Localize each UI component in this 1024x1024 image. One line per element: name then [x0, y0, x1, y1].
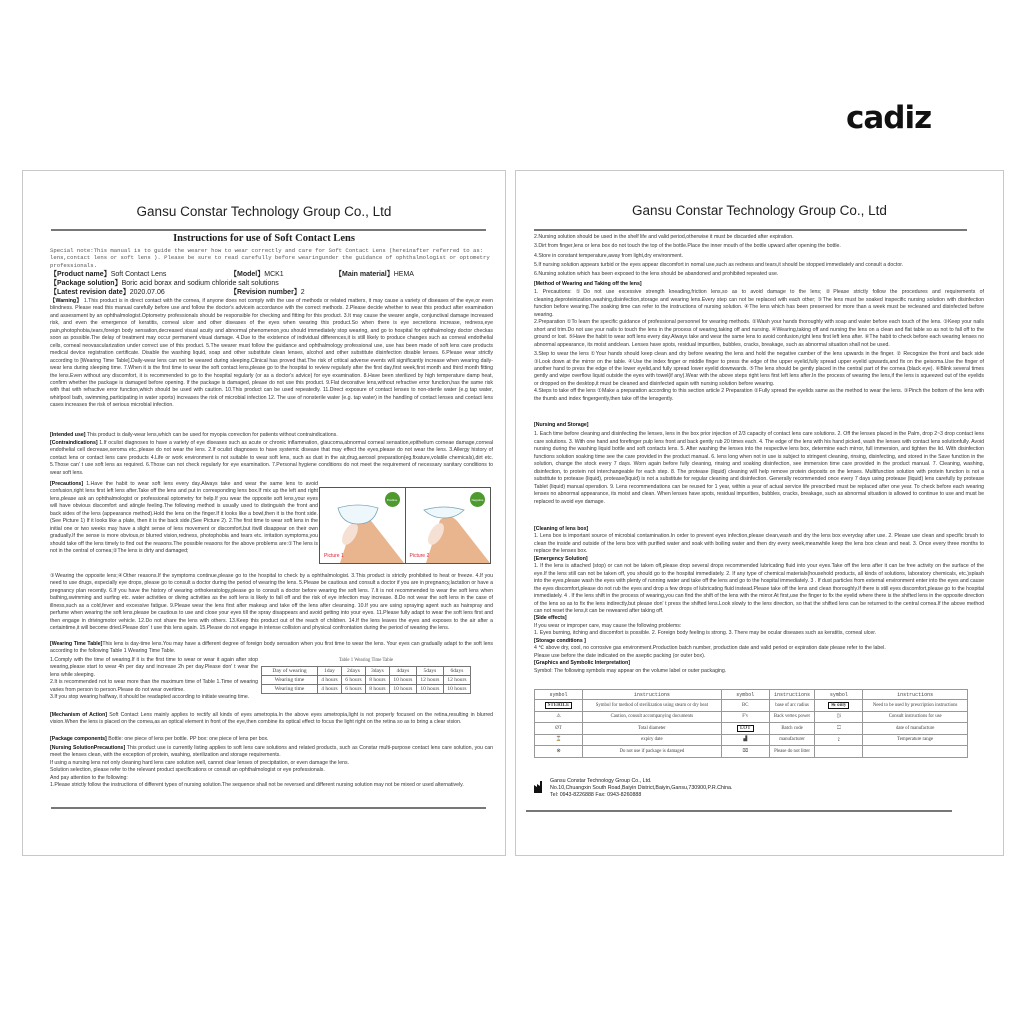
symbol-header: symbol	[815, 690, 863, 700]
table-caption: Table 1 Wearing Time Table	[338, 658, 394, 663]
section-text: This lens is day-time lens.You may have a different degree of foreign body sensation when you first time to wear the lens. Your eyes can gradually adapt to the soft lens according to the following Table 1 Wearing Time Table.	[50, 641, 493, 655]
wearing-time-table	[261, 658, 471, 694]
table-row	[535, 734, 968, 746]
section-text: 1.If oculist diagnoses to have a variety of eye diseases such as acute or chronic inflammation, glaucoma,abnormal corneal sensation,epithelium corneae damage,corneal endothelial cell decrease,xeroma etc.,please do not wear the lens. 2.If oculist diagnoses to have systemic disease that may effect the eyes,please do not wear the lens. 3.Allergy history of contact lens or contact lens care products 4.Life or work environment is not suitable to wear soft lens, such as dust in the air,drug,aerosol preparation(eg.fixature,volatile chemicals),dirt etc. 5.Those can' t use soft lens as required. 6.Those can not check regularly for eye examination. 7.Personal hygiene conditions do not meet the requirement of necessary sanitary conditions to wear soft lens.	[50, 440, 493, 476]
section-text: 2.Preparation ①To learn the specific guidance of professional personnel for wearing methods. ②Wash your hands thoroughly with soap and water before each touch of the lens. ③Keep your nails short and trim.Do not use your nails to touch the lens in the process of wearing,taking off and nursing. ④Wearing,taking off and nursing the lens on a clean and flat table so as not to fall off to the ground or lost. ⑤Have the habit to wear soft lens every day.Always take and wear the same lens to avoid confusion,right lens first left lens after. ⑥The habit to check before each wearing lenses no abnormal appearance, its moist andclean. Lenses have spots, residual impurities, bubbles, cracks, breakage, such as abnormal situation shall not be used.	[534, 319, 984, 348]
section-text: 3.Step to wear the lens ①Your hands should keep clean and dry before wearing the lens and hold the negative camber of the lens upwards in the finger. ② Recognize the front and back side ③Look down at the mirror on the table. ④Use the index finger or middle finger to press the edge of the upper eyelid,fully spread upper eyelid upwards,and fix on the geisoma.Use the finger of another hand to press the edge of the lower eyelid,and fully spread lower eyelid downwards. ⑤The lens should be gently placed in the central part of the cornea (black eye). ⑥Blink several times gently and wipe overflow liquid outside the eyes with towel(if any).Wear with the above steps right lens first left lens after.In the process of wearing the lens,if the lens is squeezed out of the eyelids or dropped on the desktop,it must be cleaned and disinfected again with nursing solution before wearing.	[534, 351, 984, 387]
day-header: 4days	[389, 667, 416, 676]
nursing-solution-section	[50, 745, 493, 790]
section-label: [Contraindications]	[50, 440, 98, 446]
row-label: Wearing time	[262, 685, 318, 694]
wear-table	[261, 666, 471, 694]
symbol-cell	[721, 734, 769, 746]
instruction-cell: date of manufacture	[863, 723, 968, 735]
section-text: Bottle: one piece of lens per bottle. PP box: one piece of lens per box.	[108, 736, 269, 742]
divider	[51, 807, 486, 809]
model: MCK1	[264, 271, 284, 278]
wearing-hours-cell: 4 hours	[318, 685, 342, 694]
symbol-cell	[535, 734, 583, 746]
list-item: 3.Dirt from finger,lens or lens box do not touch the top of the bottle.Place the inner mouth of the bottle upward after opening the bottle.	[534, 243, 841, 250]
label: 【Product name】	[50, 271, 111, 278]
section-label: [Package components]	[50, 736, 107, 742]
expiry-date-icon: ⌛	[555, 737, 562, 743]
wearing-time-points	[50, 657, 258, 702]
special-note: Special note:This manual is to guide the wearer how to wear correctly and care for Soft Contact Lens (hereinafter referred to as: lens,contact lens or soft lens ). Please be sure to read carefully before wearingunder the guidance of ophthalmologist or optometry professionals.	[50, 247, 490, 269]
wearing-hours-cell: 10 hours	[443, 685, 470, 694]
table-row	[535, 723, 968, 735]
section-text: Solution selection, please refer to the relevant product specifications or consult an ophthalmologist or eye professionals.	[50, 767, 325, 774]
section-text: If using a nursing lens not only cleaning hard lens care solution well, cannot clear lenses of precipitation, or even damage the lens.	[50, 759, 350, 766]
day-header: 2days	[341, 667, 365, 676]
instruction-cell: Caution, consult accompanying documents	[583, 711, 722, 723]
instruction-cell: expiry date	[583, 734, 722, 746]
wearing-hours-cell: 4 hours	[318, 676, 342, 685]
label: 【Model】	[230, 271, 265, 278]
symbol-cell	[815, 746, 863, 758]
section-text: Please use before the date indicated on the aseptic packing (or outer box).	[534, 652, 706, 659]
wearing-hours-cell: 10 hours	[389, 685, 416, 694]
instruction-cell: Need to be used by prescription instructions	[863, 700, 968, 712]
instruction-cell: Do not use if package is damaged	[583, 746, 722, 758]
section-text: 1.Please strictly follow the instructions of different types of nursing solution.The sequence shall not be reversed and different nursing solution may not be mixed or used alternatively.	[50, 782, 464, 789]
table-row	[535, 711, 968, 723]
table-row	[535, 700, 968, 712]
divider	[51, 229, 486, 231]
section-label: [Nursing and Storage]	[534, 422, 589, 428]
section-text: If you wear or improper care, may cause the following problems:	[534, 622, 682, 629]
revision-date: 2020.07.06	[129, 289, 165, 296]
wearing-hours-cell: 12 hours	[416, 676, 443, 685]
section-text: And pay attention to the following:	[50, 774, 128, 781]
symbol-cell	[721, 711, 769, 723]
section-label: [Wearing Time Table]	[50, 641, 103, 647]
section-label: [Cleaning of lens box]	[534, 526, 589, 532]
date-of-manufacture-icon: ⏍	[837, 726, 841, 732]
section-text: Symbol: The following symbols may appear on the volume label or outer packaging.	[534, 667, 727, 674]
product-name: Soft Contact Lens	[110, 271, 167, 278]
symbol-cell	[815, 723, 863, 735]
row-label: Wearing time	[262, 676, 318, 685]
section-label: [Graphics and Symbolic Interpretation]	[534, 660, 630, 667]
wearing-hours-cell: 6 hours	[341, 685, 365, 694]
no-litter-icon: ⌧	[742, 748, 749, 754]
section-text: 4 ℃ above dry, cool, no corrosive gas environment.Production batch number, production date and valid period or expiration date please refer to the label.	[534, 645, 886, 652]
label: 【Revision number】	[230, 289, 301, 296]
picture-1-label: Picture 1	[324, 553, 344, 559]
precautions-section	[50, 481, 318, 556]
instructions-header: instructions	[769, 690, 815, 700]
wearing-point: 3.If you stop wearing halfway, it should be readapted according to initiate wearing time.	[50, 694, 250, 701]
table-header-row	[535, 690, 968, 700]
divider	[534, 229, 967, 231]
table-row	[262, 676, 471, 685]
manufacturer-icon	[534, 781, 546, 793]
instruction-page-right	[515, 170, 1004, 856]
section-label: [Method of Wearing and Taking off the lens]	[534, 281, 642, 287]
wearing-hours-cell: 12 hours	[443, 676, 470, 685]
rx-only-icon: ℞ only	[828, 702, 849, 709]
wearing-point: 1.Comply with the time of wearing.If it is the first time to wear or wear it again after stop wearing,please start to wear 4h per day and increase 2h per day.Please don' t wear the lens while sleeping.	[50, 657, 258, 678]
negative-badge: Negative	[470, 492, 485, 507]
document-title: Instructions for use of Soft Contact Lens	[173, 233, 355, 244]
section-label: [Side effects]	[534, 615, 567, 622]
instruction-cell: Symbol for method of sterilization using steam or dry heat	[583, 700, 722, 712]
picture-1	[320, 488, 406, 563]
lens-side-figure	[319, 487, 491, 564]
section-text: 1. If the lens is attached (stop) or can not be taken off,please drop several drops recommended lubricating fluid into your eyes.Take off the lens after it can be free activity on the surface of the eye.If the lens still can not be taken off, you should go to the hospital immediately. 2. If any type of chemical materials(household products, all kinds of solutions, laboratory chemicals, etc.)splash into the eyes,please wash the eyes with plenty of running water and take off the lens and go to the hospital immediately. 3 . If dust particles from external environment enter into the eyes and cause the eyes discomfort,please do not rub the eyes and drop a few drops of lubricating fluid instead.Please take off the lens and clean thoroughly.If there is still eyes discomfort,please go to the hospital immediately. 4 . If the lens shift in the process of wearing,you can find the shift of the lens with the mirror.At first,use the finger to fix the eyelid where there is the shifted lens in the opposite direction of the lens so as to fix the lens indirectly,but please don' t press the shifted lens.Look slowly to the lens direction, so that the shifted lens can be returned to the central cornea.If the above method can not reset the lens,it can be reweared after taking off.	[534, 563, 985, 614]
lot-icon: LOT	[737, 725, 754, 732]
list-item: 5.If nursing solution appears turbid or the eyes appear discomfort in nomal use,such as redness and tears,it should be stopped immediately and consult a doctor.	[534, 261, 904, 268]
instruction-page-left	[22, 170, 506, 856]
section-label: 【Warning】	[50, 298, 83, 304]
manufacturer-icon: ▟	[743, 737, 748, 743]
table-header-row	[262, 667, 471, 676]
symbol-header: symbol	[721, 690, 769, 700]
table-row	[535, 746, 968, 758]
section-label: [Precautions]	[50, 481, 84, 487]
do-not-use-if-damaged-icon: ⊗	[556, 748, 561, 754]
intended-use-section	[50, 432, 493, 439]
wearing-point: 2.It is recommended not to wear more than the maximum time of Table 1.Time of wearing varies from person to person.Please do not wear overtime.	[50, 679, 258, 693]
instruction-cell: Total diameter	[583, 723, 722, 735]
symbol-cell	[535, 746, 583, 758]
instruction-cell: Temperature range	[863, 734, 968, 746]
instruction-cell: Consult instructions for use	[863, 711, 968, 723]
instruction-cell: Please do not litter	[769, 746, 815, 758]
label: 【Main material】	[335, 271, 394, 278]
symbol-cell	[721, 700, 769, 712]
manufacturer-footer	[534, 778, 732, 799]
instruction-cell: Batch code	[769, 723, 815, 735]
manufacturer-address: No.10,Chuangxin South Road,Baiyin District,Baiyin,Gansu,730900,P.R.China.	[550, 785, 733, 791]
caution-icon: ⚠	[556, 714, 561, 720]
wearing-hours-cell: 8 hours	[365, 676, 389, 685]
company-title: Gansu Constar Technology Group Co., Ltd	[632, 203, 887, 218]
warning-section	[50, 298, 493, 410]
wearing-hours-cell: 6 hours	[341, 676, 365, 685]
symbol-cell	[535, 723, 583, 735]
precautions-continued: ③Wearing the opposite lens;④Other reasons.If the symptoms continue,please go to the hospital to check by a ophthalmologist. 3.This product is strictly prohibited to heat or freeze. 4.If you need to use drugs, especially eye drops, please go to consult a doctor during the period of wearing the lens. 5.Please be cautious and consult a doctor if you are in pregnancy,lactation or have a pregnancy plan recently. 6.If you have the history of wearing orthokeratology,please go to consult a doctor before wearing the soft lens. 7.It is not recommended to wear the soft lens when bathing,swimming and surfing etc. water activities or diving activities as the soft lens is likely to fall off and the risk of eye infection may increase. 8.Do not wear the soft lens in the case of illness,such as a cold,fever and excessive fatigue. 9.Please wear the lens first after makeup and take off the lens after cleansing. 10.If you are using spraying agent such as hairspray and perfume when wearing the soft lens,please be cautious to use and close your eyes till the spray disappears and avoid getting into your eyes. 11.Please fully adapt to wear the soft lens first and then engage in drivingmotor vehicle. 12.Do not share the lens with others. 13.Keep this product out of the reach of children. 14.If the lens leaves the eyes and exposes to the air after a certaintime,it will become dried.Please don' t use this lens again. 15.Please do not engage in intense collision and physical confrontation during the period of wearing the lens.	[50, 573, 493, 632]
picture-2	[406, 488, 491, 563]
package-solution: Boric acid borax and sodium chloride salt solutions	[121, 280, 279, 287]
day-header: 1day	[318, 667, 342, 676]
section-label: [Storage conditions ]	[534, 637, 586, 644]
fv-text: F'v	[742, 714, 749, 720]
picture-2-label: Picture 2	[409, 553, 430, 559]
section-text: 1. Lens box is important source of microbial contamination.In order to prevent eyes infection,please clean,wash and dry the lens box everyday after use. 2. Please use clean and specific brush to clean the inside and outside of the lens box with purified water and soak with boiling water and then dry every week,meanwhile keep the lens box clean and neat. 3. Once every three months to replace the lenses box.	[534, 533, 984, 555]
section-text: 1. Eyes burning, itching and discomfort is possible. 2. Foreign body feeling is strong. 3. There may be ocular diseases such as keratitis, corneal ulcer.	[534, 630, 877, 637]
nursing-items	[534, 233, 984, 279]
mechanism-section	[50, 712, 493, 727]
instruction-cell: manufacturer	[769, 734, 815, 746]
section-text: 1. Precautions: ①Do not use excessive strength kneading,friction lens,so as to avoid damage to the lens; ②Please strictly follow the procedures and requirements of cleaning,deproteinization,washing,disinfection,storage and wearing lens.Every step can not be replaced with each other; ③The lens must be soaked inspecific nursing solution with disinfection function before wearing.The soaking time can refer to the instructions of nursing solution. ④The lens which has been preserved for more than a week must be recleaned and disinfected before wearing.	[534, 289, 984, 318]
section-text: This product is daily-wear lens,which can be used for myopia correction for patients without contraindications.	[86, 432, 338, 438]
day-header: 6days	[443, 667, 470, 676]
symbol-table	[534, 689, 968, 758]
wearing-hours-cell: 10 hours	[389, 676, 416, 685]
package-components-section	[50, 736, 493, 743]
section-text: 1.This product is in direct contact with the cornea, if anyone does not comply with the use of methods or related matters, it may cause a variety of diseases of the eye,or even blindness. Please read this manual carefully before use and follow the doctor's advicein accordance with the correct methods. 2.Please decide whether to wear this product after examination and assessment by an ophthalmologist.Optometry professionals should be responsible for checking and fitting for this product. 3.It may cause the wearer angle, conjunctival damage increased risk, and even the emergence of keratitis, corneal ulcer and other diseases of the eyes when wearing this product.So when there is eye secretions increase, redness,eye pain,photophobia,tears,foreign body sensation,decreased visual acuity and abnormal phenomenon,you should immediately stop wearing, and go to hospital for ophthalmology doctor checkas soon as possible.The delay of treatment may occur permanent visual damage. 4.Due to the existence of individual differences,it is still likely to produce changes such as corneal endothelial cells, corneal neovascularization under correct use of this product. 5.The wearer must follow the guidance and ophthalmology professional use, use has been made of soft lens care products medical device registration certificate. Disable the washing liquid, soap and other substitute clean lenses, alcohol and other substitute disinfection disable lenses. 6.Please wear strictly according to [Wearing Time Table].Daily-wear lens can not be weared during sleeping.Clinical has proved that.The risk of critical adverse events will significantly increase when wearing daily-wear lens during sleeping time. 7.When it is the first time to wear the soft contact lens,please go to the hospital to review regularly after the first day,first week,first month and third month fitting the lens.Even without any discomfort, it is recommended to go to the hospital regularly (or as a doctor's advice) for eye examination. 8.Have been sterilized by high temperature damp heat, confirm whether the package is damaged before opening. If the package is damaged, please do not use this product. 9.Flat decorative lens,without refractive error function,has the same risk with that with refractive error function,which should be used with caution. 10.This product can be used repeatedly. 11.Direct exposure of contact lenses to non-sterile water (e.g tap water, whirlpool bath, swimming,participating in water sports) increases the risk of microbial infection 12. The use of nonsterile water (e.g. tap water) in the handling of contact lenses and contact lens cases increases the risk of serious microbial infection.	[50, 298, 493, 409]
section-text: 1.Have the habit to wear soft lens every day.Always take and wear the same lens to avoid confusion,right lens first left lens after.Take off the lens and put in corresponding lens box.If mix up the left and right lens,please ask an ophthalmologist or professional optometry for help.If you wear the opposite soft lens,your eyes will have obvious discomfort and atingle feeling.The following method is usually used to distinguish the front and back sides of the lens (appearance method).Hold the lens on the finger.If it looks like a bowl,then it is the front side.(See Picture 1) If it looks like a plate, then it is the back side.(See Picture 2). 2.The first time to wear soft lens in the initial one or two weeks may have a slight sense of lens movement or discomfort,but itwill disappear on their own gradually.If the sense is more obvious,or blurred vision,redness, photophobia and tears etc. irritation symptoms,you should take off the lens timely to find out the reasons.The possible reasons for the above problems are:①The lens is not in the central of cornea;②The lens is dirty and damaged;	[50, 481, 318, 555]
day-header: 5days	[416, 667, 443, 676]
bc-text: BC	[742, 702, 749, 708]
instruction-cell: Back vertex power	[769, 711, 815, 723]
company-title: Gansu Constar Technology Group Co., Ltd	[136, 204, 392, 219]
wearing-hours-cell: 10 hours	[416, 685, 443, 694]
section-label: [Emergency Solution]	[534, 555, 588, 562]
brand-logo: cadiz	[846, 100, 932, 136]
list-item: 4.Store in constant temperature,away from light,dry environment.	[534, 252, 684, 259]
method-section	[534, 281, 984, 403]
list-item: 2.Nursing solution should be used in the shelf life and valid period,otherwise it must be discarded after expiration.	[534, 234, 794, 240]
instruction-cell: base of arc radius	[769, 700, 815, 712]
day-header: 3days	[365, 667, 389, 676]
row-header: Day of wearing	[262, 667, 318, 676]
sterile-icon: STERILE	[545, 702, 573, 709]
symbol-cell	[815, 700, 863, 712]
nursing-storage-section	[534, 422, 984, 506]
symbol-cell	[815, 711, 863, 723]
manufacturer-contact: Tel: 0943-8226888 Fax: 0943-8260888	[550, 792, 642, 798]
table-row	[262, 685, 471, 694]
label: 【Package solution】	[50, 280, 122, 287]
symbol-cell	[535, 711, 583, 723]
section-label: [Nursing SolutionPrecautions]	[50, 745, 126, 751]
section-text: 4.Steps to take off the lens ①Make a preparation according to this section article 2 Preparation ②Fully spread the eyelids same as the method to wear the lens. ③Pinch the bottom of the lens with the thumb and index fingergently,then take off the lensgently.	[534, 388, 984, 402]
positive-badge: Positive	[385, 492, 400, 507]
revision-number: 2	[300, 289, 305, 296]
contraindications-section	[50, 440, 493, 477]
section-text: This product use is currently listing applies to soft lens care solutions and related products, such as Constar multi-purpose contact lens care solution, you can meet the lenses clean, with the exception of protein, washing, sterilization and storage requirements.	[50, 745, 493, 759]
product-meta	[50, 270, 490, 297]
symbol-cell	[535, 700, 583, 712]
label: 【Latest revision date】	[50, 289, 130, 296]
instructions-header: instructions	[863, 690, 968, 700]
list-item: 6.Nursing solution which has been exposed to the lens should be abandoned and prohibited repeated use.	[534, 271, 779, 278]
section-text: 1. Each time before cleaning and disinfecting the lenses, lens in the box prior injection of 2/3 capacity of contact lens care solutions. 2. Off the lenses placed in the Palm, drop 2~3 drop contact lens care solutions. 3. With one hand and forefinger pulp lens front and back gently rub 20 times each. 4. The edge of the lens with his hand picked, wash the lenses with contact lens solutionfully. Avoid nursing during the washing liquid bottle and soft contacts lens. 5. After washing the lenses into the respective lens box, determine each mirror, full immersion, and tighten the lid. With disinfection functions solution soaking time see the care provided in the product manual. 6. lens long when not in use is subject to stringent cleaning, rinsing, disinfecting, and stored in the Save function in the solution, change the stock every 7 days. Worn again before fully cleaning, rinsing and soaking disinfection, see immersion time care provided in the product manual. 7. Cleaning, washing, disinfection, to protein not interchangeable for each step. 8. The protease (liquid) cleaning will help remove protein deposits on the lenses. Multifunction solution with protein function is not a substitute to protease (liquid), protease(liquid) is not a substitute for regular cleaning and disinfection. Generally recommended once every 7 days using protease (liquid) lens carefully by protease Tablet (liquid) manual operation. 9. Lens recommendations can be reused for 1 year, within a year of actual service life prescribed must be replaced after one year. To check before each wearing lenses no abnormal appearance, its moist and clean. When lenses have spots, residual impurities, bubbles, cracks, breakage, such as abnormal situation is allowed to continue to use and must be replaced to avoid eye damage.	[534, 431, 984, 505]
symbol-cell	[815, 734, 863, 746]
instructions-header: instructions	[583, 690, 722, 700]
symbol-header: symbol	[535, 690, 583, 700]
cleaning-lens-box-section	[534, 526, 984, 675]
symbol-cell	[721, 746, 769, 758]
manufacturer-name: Gansu Constar Technology Group Co., Ltd.	[550, 778, 652, 784]
symbol-cell	[721, 723, 769, 735]
temperature-range-icon: ⟟	[837, 737, 840, 743]
total-diameter-icon: ØT	[555, 725, 562, 731]
section-label: [Mechanism of Action]	[50, 712, 107, 718]
consult-instructions-icon: ▯i	[836, 714, 841, 720]
wearing-time-section	[50, 641, 493, 656]
section-text: Soft Contact Lens mainly applies to rectify all kinds of eyes ametropia.In the above eyes ametropia,light is not properly focused on the retina,resulting in blurred vision.When the lens is placed on the cornea,as an optical element in front of the eye,then combine its optical effect to focus the light right on the retina so as to bring a clear vision.	[50, 712, 494, 726]
divider	[526, 810, 952, 812]
section-label: [Intended use]	[50, 432, 86, 438]
wearing-hours-cell: 8 hours	[365, 685, 389, 694]
main-material: HEMA	[393, 271, 414, 278]
instruction-cell	[863, 746, 968, 758]
